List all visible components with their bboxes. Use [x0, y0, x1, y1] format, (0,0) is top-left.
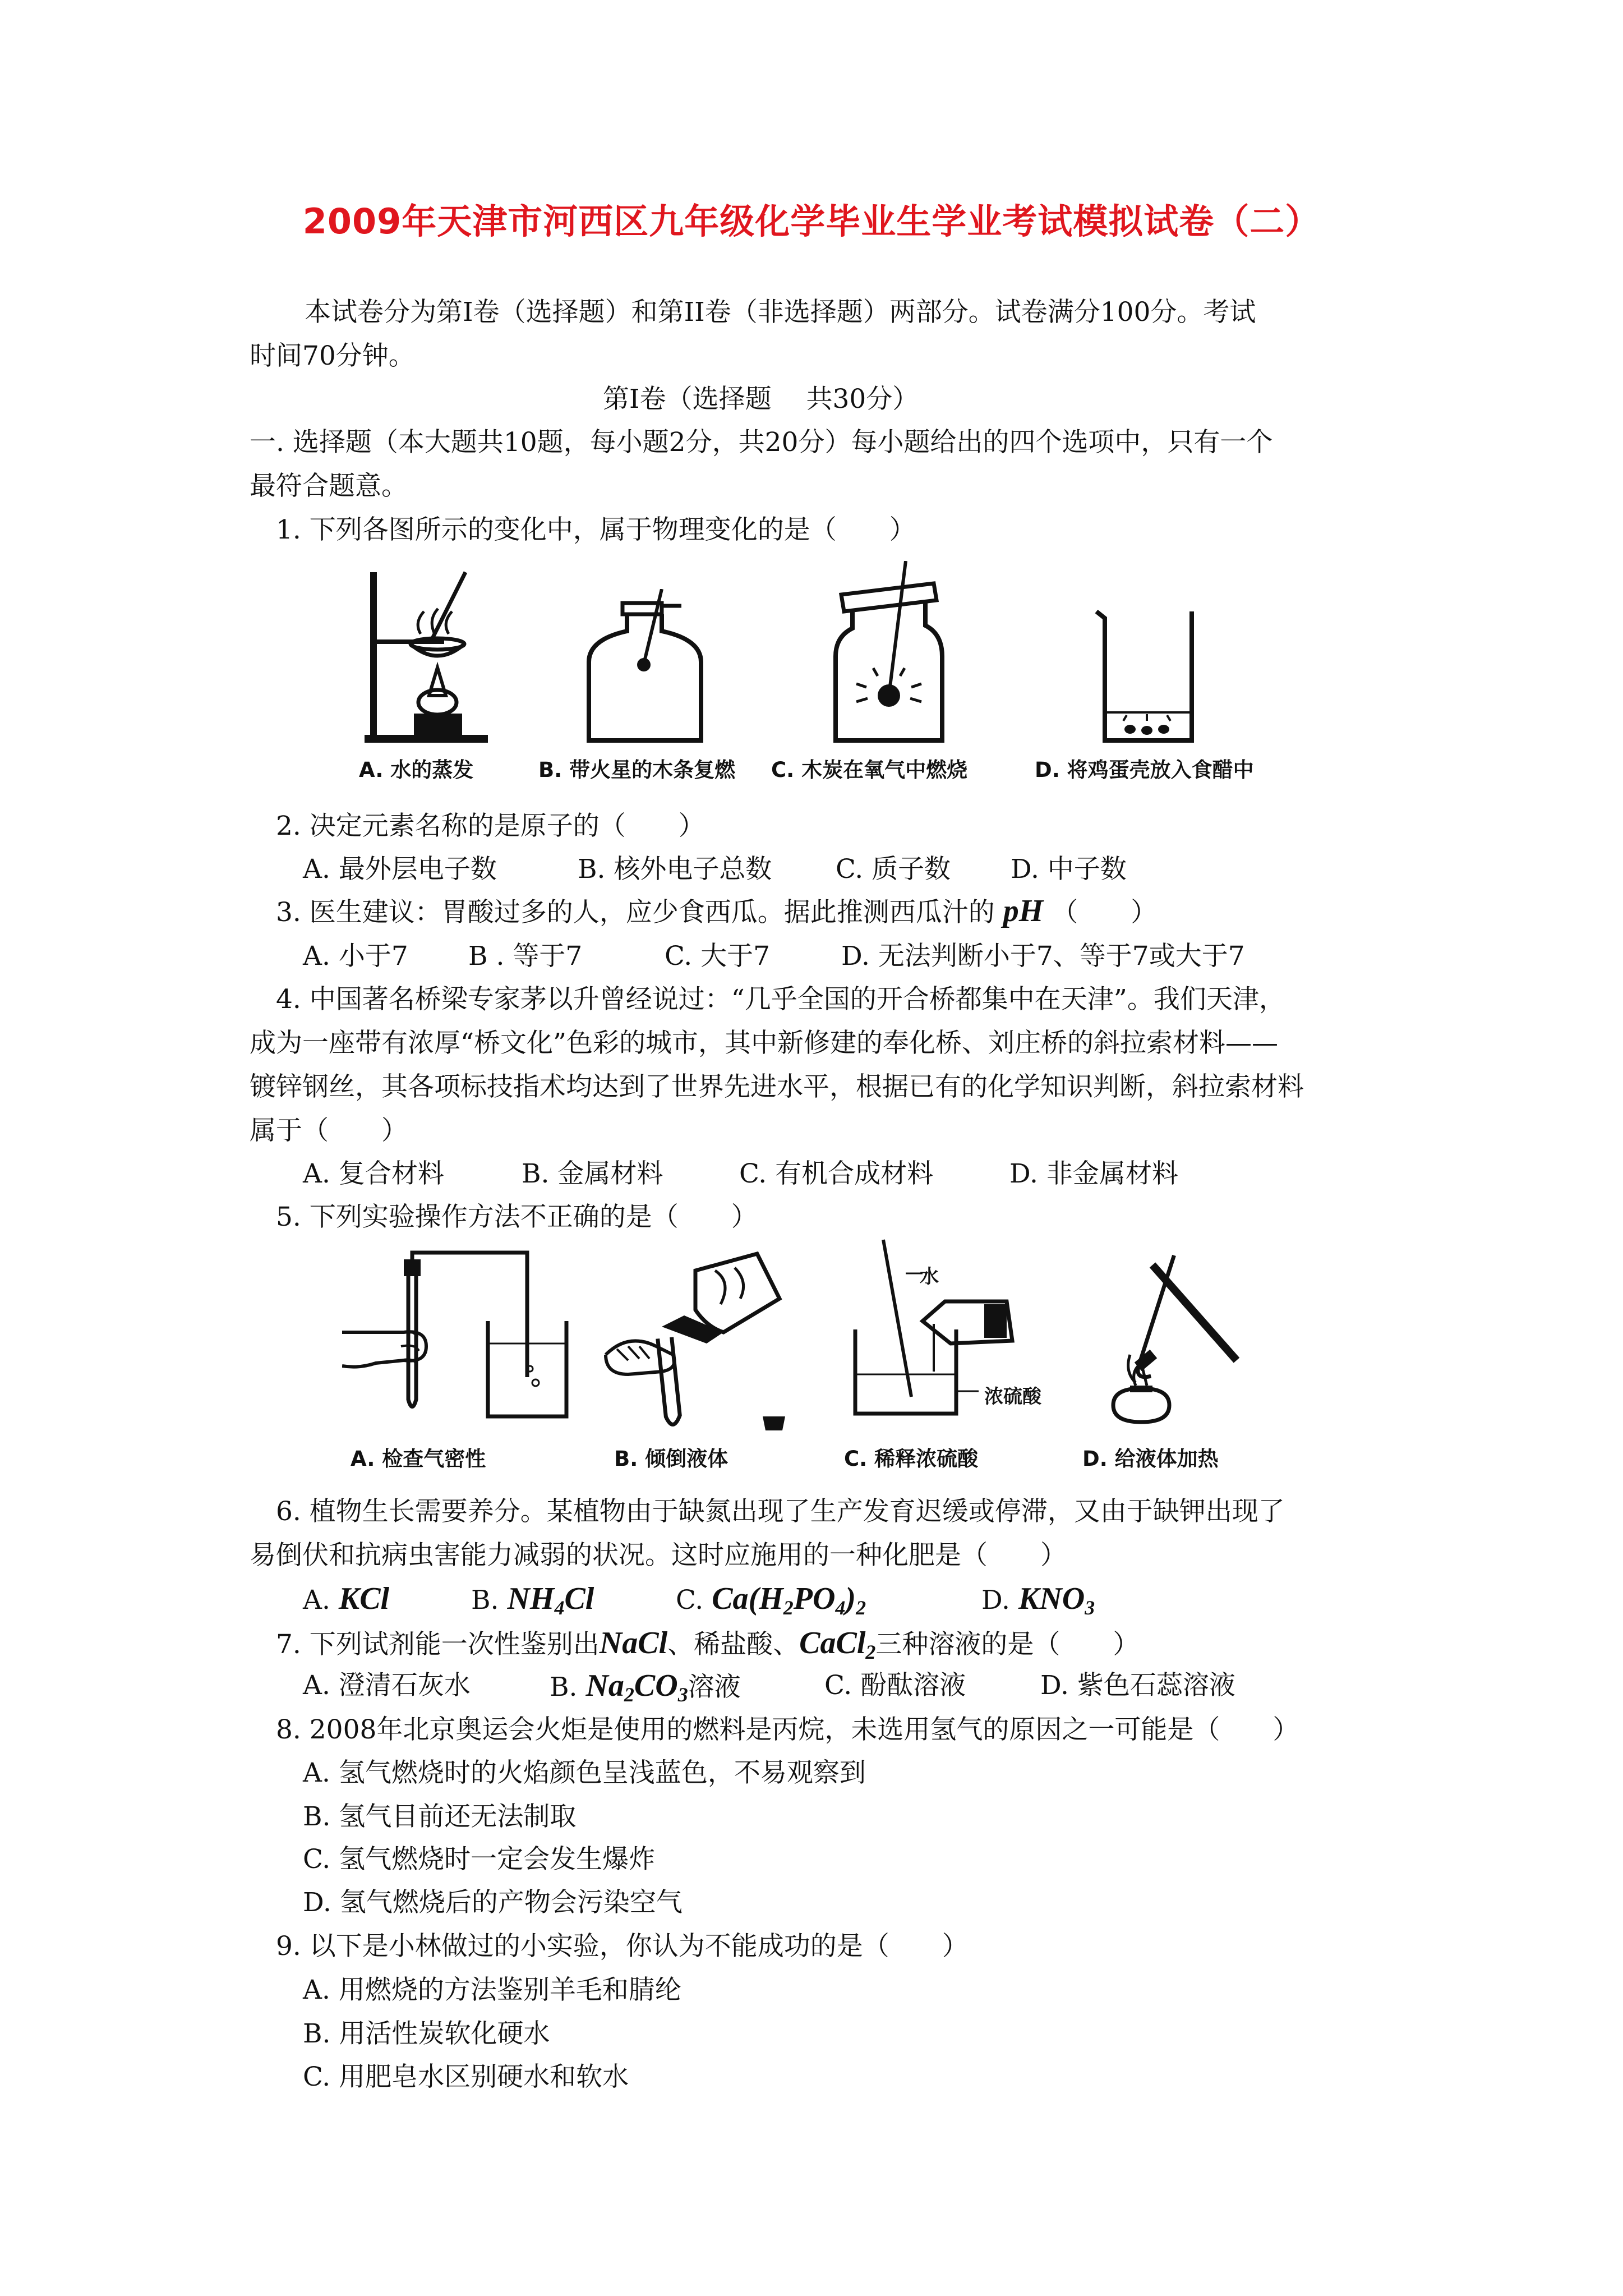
- q5-caption-c: C. 稀释浓硫酸: [844, 1447, 979, 1471]
- q2-stem: 2. 决定元素名称的是原子的（ ）: [276, 811, 705, 841]
- q1-caption-b: B. 带火星的木条复燃: [538, 758, 736, 782]
- exam-title: 2009年天津市河西区九年级化学毕业生学业考试模拟试卷（二）: [302, 201, 1321, 242]
- q5-stem: 5. 下列实验操作方法不正确的是（ ）: [276, 1202, 758, 1232]
- q3-ph-formula: pH: [1003, 894, 1044, 928]
- q3-stem: 3. 医生建议：胃酸过多的人，应少食西瓜。据此推测西瓜汁的 pH （ ）: [276, 894, 1158, 928]
- section1-line-2: 最符合题意。: [250, 471, 408, 501]
- q3-option-c: C. 大于7: [665, 941, 771, 972]
- q6-option-d: D. $KNO_3$: [981, 1581, 1095, 1619]
- q1-figure-a: [348, 555, 494, 746]
- q3-option-a: A. 小于7: [303, 941, 408, 972]
- q4-option-c: C. 有机合成材料: [739, 1158, 934, 1189]
- q1-figure-b: [583, 589, 712, 746]
- q4-line-3: 镀锌钢丝，其各项标技指术均达到了世界先进水平，根据已有的化学知识判断，斜拉索材料: [250, 1071, 1304, 1102]
- q3-option-b: B . 等于7: [468, 941, 583, 972]
- q1-figure-c: [827, 561, 951, 746]
- q4-line-2: 成为一座带有浓厚“桥文化”色彩的城市，其中新修建的奉化桥、刘庄桥的斜拉索材料——: [250, 1028, 1279, 1059]
- q1-caption-d: D. 将鸡蛋壳放入食醋中: [1035, 758, 1254, 782]
- q1-caption-c: C. 木炭在氧气中燃烧: [771, 758, 968, 782]
- q5-caption-b: B. 倾倒液体: [614, 1447, 728, 1471]
- q6-line-2: 易倒伏和抗病虫害能力减弱的状况。这时应施用的一种化肥是（ ）: [250, 1540, 1067, 1571]
- q1-caption-a: A. 水的蒸发: [359, 758, 474, 782]
- q7-option-b: B. $Na_2CO_3$溶液: [550, 1668, 741, 1706]
- q5-caption-a: A. 检查气密性: [351, 1447, 486, 1471]
- q4-option-b: B. 金属材料: [522, 1158, 663, 1189]
- q9-stem: 9. 以下是小林做过的小实验，你认为不能成功的是（ ）: [276, 1931, 969, 1962]
- q2-option-d: D. 中子数: [1011, 854, 1127, 885]
- q7-stem: 7. 下列试剂能一次性鉴别出NaCl、稀盐酸、CaCl$_2$三种溶液的是（ ）: [276, 1626, 1140, 1663]
- q9-option-a: A. 用燃烧的方法鉴别羊毛和腈纶: [303, 1975, 681, 2005]
- q5-figure-a: [342, 1248, 578, 1433]
- q7-option-c: C. 酚酞溶液: [824, 1670, 966, 1701]
- q3-option-d: D. 无法判断小于7、等于7或大于7: [841, 941, 1245, 972]
- q8-option-d: D. 氢气燃烧后的产物会污染空气: [303, 1887, 683, 1918]
- q6-option-c: C. $Ca(H_2PO_4)_2$: [676, 1581, 866, 1619]
- q8-option-a: A. 氢气燃烧时的火焰颜色呈浅蓝色，不易观察到: [303, 1757, 866, 1788]
- q9-option-b: B. 用活性炭软化硬水: [303, 2018, 550, 2049]
- q1-stem: 1. 下列各图所示的变化中，属于物理变化的是（ ）: [276, 514, 916, 545]
- q5-caption-d: D. 给液体加热: [1082, 1447, 1219, 1471]
- q8-option-b: B. 氢气目前还无法制取: [303, 1801, 577, 1832]
- part1-heading: 第I卷（选择题 共30分）: [603, 384, 919, 415]
- q5-label-acid: 浓硫酸: [984, 1386, 1041, 1408]
- q4-line-1: 4. 中国著名桥梁专家茅以升曾经说过：“几乎全国的开合桥都集中在天津”。我们天津，: [276, 984, 1285, 1015]
- q6-option-b: B. $NH_4Cl$: [471, 1581, 594, 1619]
- q7-option-a: A. 澄清石灰水: [303, 1670, 471, 1701]
- q5-label-water: 水: [920, 1266, 939, 1288]
- q2-option-b: B. 核外电子总数: [578, 854, 772, 885]
- q4-option-d: D. 非金属材料: [1009, 1158, 1178, 1189]
- q5-figure-b: [594, 1248, 796, 1444]
- intro-line-1: 本试卷分为第I卷（选择题）和第II卷（非选择题）两部分。试卷满分100分。考试: [305, 297, 1256, 328]
- q8-option-c: C. 氢气燃烧时一定会发生爆炸: [303, 1844, 656, 1875]
- q6-line-1: 6. 植物生长需要养分。某植物由于缺氮出现了生产发育迟缓或停滞，又由于缺钾出现了: [276, 1496, 1285, 1527]
- q4-option-a: A. 复合材料: [303, 1158, 444, 1189]
- q2-option-c: C. 质子数: [836, 854, 951, 885]
- q2-option-a: A. 最外层电子数: [303, 854, 497, 885]
- q7-option-d: D. 紫色石蕊溶液: [1040, 1670, 1235, 1701]
- q4-line-4: 属于（ ）: [250, 1115, 408, 1146]
- q5-figure-d: [1091, 1243, 1259, 1433]
- q6-option-a: A. KCl: [303, 1581, 390, 1616]
- intro-line-2: 时间70分钟。: [250, 341, 415, 371]
- q8-stem: 8. 2008年北京奥运会火炬是使用的燃料是丙烷，未选用氢气的原因之一可能是（ ）: [276, 1714, 1299, 1745]
- section1-line-1: 一. 选择题（本大题共10题，每小题2分，共20分）每小题给出的四个选项中，只有一个: [250, 427, 1273, 458]
- q1-figure-d: [1091, 606, 1203, 746]
- q9-option-c: C. 用肥皂水区别硬水和软水: [303, 2062, 629, 2092]
